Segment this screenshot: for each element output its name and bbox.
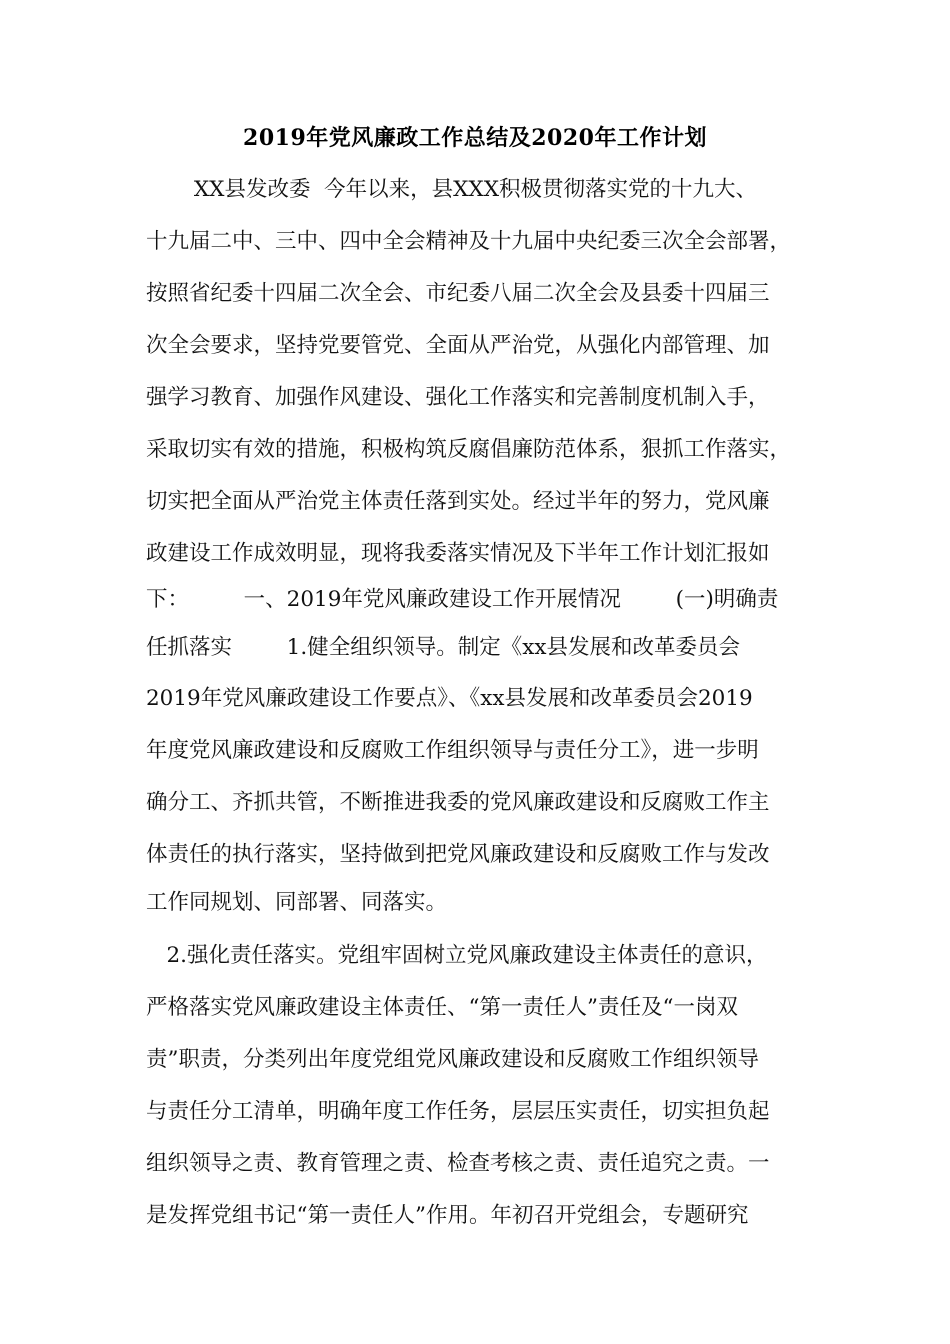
paragraph-line: 强学习教育、加强作风建设、强化工作落实和完善制度机制入手， (146, 385, 770, 410)
paragraph-line: 切实把全面从严治党主体责任落到实处。经过半年的努力，党风廉 (146, 489, 770, 514)
paragraph-line: 确分工、齐抓共管，不断推进我委的党风廉政建设和反腐败工作主 (146, 790, 770, 815)
paragraph-line: 体责任的执行落实，坚持做到把党风廉政建设和反腐败工作与发改 (146, 842, 770, 867)
paragraph-line: 2019年党风廉政建设工作要点》、《xx县发展和改革委员会2019 (146, 686, 753, 711)
paragraph-line: 次全会要求，坚持党要管党、全面从严治党，从强化内部管理、加 (146, 333, 770, 358)
paragraph-line: 严格落实党风廉政建设主体责任、“第一责任人”责任及“一岗双 (146, 995, 738, 1020)
document-title: 2019年党风廉政工作总结及2020年工作计划 (243, 125, 707, 151)
paragraph-line: 组织领导之责、教育管理之责、检查考核之责、责任追究之责。一 (146, 1151, 770, 1176)
paragraph-line: 2.强化责任落实。党组牢固树立党风廉政建设主体责任的意识， (146, 943, 768, 968)
paragraph-line: 责”职责，分类列出年度党组党风廉政建设和反腐败工作组织领导 (146, 1047, 759, 1072)
paragraph-line: 是发挥党组书记“第一责任人”作用。年初召开党组会，专题研究 (146, 1203, 749, 1228)
paragraph-line: 下： 一、2019年党风廉政建设工作开展情况 (一)明确责 (146, 587, 779, 612)
paragraph-line: 十九届二中、三中、四中全会精神及十九届中央纪委三次全会部署， (146, 229, 792, 254)
paragraph-line: 与责任分工清单，明确年度工作任务，层层压实责任，切实担负起 (146, 1099, 770, 1124)
paragraph-line: 年度党风廉政建设和反腐败工作组织领导与责任分工》，进一步明 (146, 738, 759, 763)
paragraph-line: 按照省纪委十四届二次全会、市纪委八届二次全会及县委十四届三 (146, 281, 770, 306)
paragraph-line: 政建设工作成效明显，现将我委落实情况及下半年工作计划汇报如 (146, 541, 770, 566)
paragraph-line: XX县发改委 今年以来，县XXX积极贯彻落实党的十九大、 (146, 177, 758, 202)
paragraph-line: 工作同规划、同部署、同落实。 (146, 890, 448, 915)
paragraph-line: 任抓落实 1.健全组织领导。制定《xx县发展和改革委员会 (146, 635, 740, 660)
paragraph-line: 采取切实有效的措施，积极构筑反腐倡廉防范体系，狠抓工作落实， (146, 437, 792, 462)
